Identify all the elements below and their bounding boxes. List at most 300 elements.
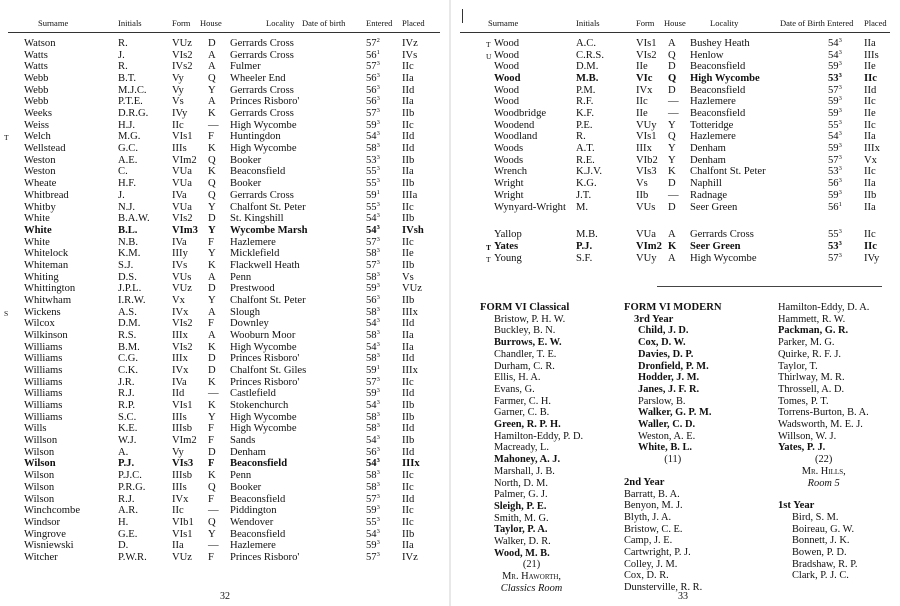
table-row — [0, 342, 450, 354]
table-row — [0, 85, 450, 97]
cell-form: IIe — [636, 108, 648, 120]
cell-form: VIm3 — [172, 224, 198, 236]
cell-entered: $59^3$ — [828, 60, 842, 73]
cell-initials: A.C. — [576, 38, 597, 49]
header-house: House — [200, 18, 222, 28]
cell-entered-term: 3 — [376, 107, 380, 115]
student-name: Palmer, G. J. — [494, 489, 548, 501]
cell-surname: Watson — [24, 38, 56, 49]
cell-locality: Denham — [230, 446, 266, 458]
header-placed: Placed — [402, 18, 425, 28]
cell-placed: IVsh — [402, 224, 424, 236]
cell-locality: Gerrards Cross — [230, 84, 294, 96]
cell-entered-term: 3 — [376, 457, 380, 465]
cell-surname: Wood — [494, 73, 521, 85]
table-row — [0, 213, 450, 225]
cell-house: Y — [208, 294, 216, 306]
cell-house: F — [208, 551, 214, 563]
cell-placed: IIc — [402, 516, 414, 528]
student-name: Hodder, J. M. — [638, 372, 700, 384]
student-name: Waller, C. D. — [638, 419, 696, 431]
cell-form: IVs — [172, 259, 188, 271]
cell-form: VIs2 — [172, 318, 193, 330]
student-name: Janes, J. F. R. — [638, 383, 700, 395]
cell-house: Y — [668, 119, 676, 131]
cell-initials: C.G. — [118, 353, 139, 365]
student-name: Taylor, P. A. — [494, 524, 548, 536]
cell-locality: Stokenchurch — [230, 400, 289, 412]
cell-house: Y — [668, 154, 676, 166]
cell-entered-term: 3 — [838, 60, 842, 68]
cell-placed: IIb — [402, 400, 415, 412]
cell-form: IIc — [172, 505, 184, 517]
cell-house: F — [208, 493, 214, 505]
cell-house: A — [668, 229, 676, 241]
table-row — [0, 38, 450, 50]
cell-placed: IIb — [402, 213, 415, 225]
cell-locality: Henlow — [690, 49, 724, 61]
cell-form: VIc — [636, 73, 653, 85]
page-number: 32 — [220, 591, 230, 602]
cell-placed: IId — [402, 353, 415, 365]
student-name: White, B. L. — [638, 442, 692, 454]
cell-locality: Castlefield — [230, 388, 276, 400]
student-name: Bowen, P. D. — [792, 547, 847, 559]
cell-locality: Gerrards Cross — [690, 229, 754, 241]
cell-surname: Wrench — [494, 166, 528, 178]
cell-locality: Micklefield — [230, 248, 280, 260]
table-row — [0, 131, 450, 143]
cell-surname: Winchcombe — [24, 505, 81, 517]
cell-form: IVx — [172, 365, 189, 377]
cell-entered: $54^3$ — [366, 434, 380, 447]
cell-entered-term: 3 — [376, 410, 380, 418]
header-initials: Initials — [576, 18, 600, 28]
cell-placed: IVz — [402, 551, 418, 563]
cell-form: IVx — [172, 493, 189, 505]
cell-initials: P.J. — [576, 240, 593, 252]
cell-locality: Downley — [230, 318, 269, 330]
cell-surname: Whitby — [24, 201, 56, 213]
cell-initials: R.F. — [576, 96, 594, 108]
student-name: Mahoney, A. J. — [494, 454, 561, 466]
student-name: Green, R. P. H. — [494, 419, 561, 431]
cell-surname: Yallop — [494, 229, 522, 241]
cell-house: — — [668, 96, 679, 108]
table-row — [452, 38, 900, 50]
cell-locality: Beaconsfield — [230, 528, 286, 540]
cell-entered: $59^3$ — [828, 107, 842, 120]
cell-placed: IId — [402, 446, 415, 458]
cell-entered-term: 3 — [376, 258, 380, 266]
cell-locality: Piddington — [230, 505, 277, 517]
form-heading: FORM VI MODERN — [624, 302, 722, 313]
second-year-list — [624, 489, 722, 594]
cell-house: Q — [208, 178, 216, 190]
cell-form: VIm2 — [636, 240, 662, 252]
cell-entered-term: 3 — [376, 72, 380, 80]
cell-form: Vs — [636, 178, 648, 190]
cell-form: VUa — [172, 201, 193, 213]
table-row — [452, 190, 900, 202]
table-row — [0, 447, 450, 459]
cell-placed: IId — [402, 388, 415, 400]
year-count: (11) — [664, 454, 682, 466]
header-rule — [460, 32, 890, 33]
cell-surname: White — [24, 224, 52, 236]
cell-entered-term: 3 — [376, 83, 380, 91]
cell-house: A — [208, 330, 216, 341]
cell-form: IIIs — [172, 481, 187, 493]
cell-entered: $59^3$ — [366, 387, 380, 400]
cell-house: K — [208, 143, 216, 155]
cell-house: D — [208, 283, 216, 295]
cell-surname: Williams — [24, 353, 63, 365]
cell-form: VIs2 — [636, 49, 657, 61]
cell-placed: IId — [402, 84, 415, 96]
cell-house: K — [208, 259, 216, 271]
cell-entered: $53^3$ — [828, 165, 842, 178]
cell-entered-term: 3 — [838, 177, 842, 185]
cell-locality: Denham — [690, 154, 726, 166]
cell-house: Q — [208, 73, 216, 85]
cell-entered: $54^3$ — [366, 527, 380, 540]
cell-entered: $59^1$ — [366, 364, 380, 377]
student-name: Sleigh, P. E. — [494, 500, 547, 512]
cell-initials: P.W.R. — [118, 551, 147, 563]
cell-form: IIIsb — [172, 470, 193, 482]
cell-house: D — [208, 446, 216, 458]
cell-locality: Denham — [690, 143, 726, 155]
cell-surname: Whiting — [24, 271, 59, 283]
cell-surname: Whitelock — [24, 248, 69, 260]
cell-locality: Gerrards Cross — [230, 108, 294, 120]
cell-house: F — [208, 236, 214, 248]
cell-placed: IId — [402, 493, 415, 505]
table-row — [452, 61, 900, 73]
table-row — [0, 330, 450, 342]
header-dob-entered: Date of Birth Entered — [780, 18, 854, 28]
table-row — [0, 295, 450, 307]
form-count: (22) — [815, 454, 833, 466]
cell-surname: Watts — [24, 61, 48, 73]
cell-placed: IVs — [402, 49, 418, 61]
cell-entered-term: 3 — [376, 153, 380, 161]
cell-surname: Willson — [24, 435, 58, 447]
cell-locality: Seer Green — [690, 240, 741, 252]
first-year-list — [778, 512, 869, 582]
cell-placed: IIIx — [402, 365, 418, 377]
cell-initials: R. — [576, 131, 586, 143]
cell-surname: Wood — [494, 96, 520, 108]
cell-entered-term: 3 — [376, 317, 380, 325]
cell-locality: Chalfont St. Giles — [230, 365, 307, 377]
student-name: Buckley, B. N. — [494, 325, 556, 337]
cell-form: VIs2 — [172, 49, 193, 61]
table-row — [0, 552, 450, 564]
cell-locality: Princes Risboro' — [230, 376, 300, 388]
cell-surname: Whittington — [24, 283, 76, 295]
cell-locality: Wooburn Moor — [230, 330, 296, 341]
cell-surname: Woodend — [494, 119, 535, 131]
cell-initials: M.J.C. — [118, 84, 147, 96]
cell-entered: $55^3$ — [828, 228, 842, 241]
cell-initials: P.R.G. — [118, 481, 146, 493]
cell-surname: Young — [494, 252, 522, 264]
table-row — [0, 143, 450, 155]
cell-placed: IIb — [402, 108, 415, 120]
cell-placed: IIc — [402, 119, 414, 131]
cell-entered-term: 3 — [376, 235, 380, 243]
form-room: Classics Room — [500, 582, 563, 594]
cell-form: IIIs — [172, 143, 187, 155]
cell-initials: H.F. — [118, 178, 136, 190]
cell-surname: Weiss — [24, 119, 50, 131]
cell-surname: Webb — [24, 84, 49, 96]
cell-initials: R.P. — [118, 400, 136, 412]
cell-surname: Williams — [24, 376, 63, 388]
student-name: Bonnett, J. K. — [792, 535, 850, 547]
cell-surname: Weston — [24, 154, 56, 166]
cell-entered: $56^3$ — [366, 83, 380, 96]
cell-surname: Wood — [494, 84, 520, 96]
cell-surname: Woods — [494, 143, 524, 155]
student-name: Chandler, T. E. — [494, 348, 557, 360]
right-page — [452, 0, 900, 606]
student-name: Blyth, J. A. — [624, 511, 672, 523]
cell-placed: IIa — [402, 166, 414, 178]
cell-form: IIc — [172, 119, 184, 131]
header-surname: Surname — [488, 18, 519, 28]
cell-initials: G.E. — [118, 528, 138, 540]
cell-placed: IIa — [864, 201, 876, 213]
cell-entered: $56^3$ — [366, 72, 380, 85]
table-row — [452, 178, 900, 190]
cell-locality: Beaconsfield — [230, 458, 288, 470]
cell-house: — — [208, 540, 219, 552]
cell-placed: VUz — [402, 283, 423, 295]
cell-initials: A. — [118, 446, 129, 458]
cell-entered-term: 3 — [376, 95, 380, 103]
year-heading: 3rd Year — [634, 313, 674, 325]
table-row — [0, 377, 450, 389]
row-prefix: S — [4, 308, 9, 318]
table-row — [0, 202, 450, 214]
table-row — [0, 120, 450, 132]
cell-house: K — [208, 376, 216, 388]
cell-initials: P.J.C. — [118, 470, 142, 482]
cell-locality: Naphill — [690, 178, 722, 190]
cell-locality: Seer Green — [690, 201, 738, 213]
cell-surname: Whitbread — [24, 189, 69, 201]
cell-initials: K.E. — [118, 423, 138, 435]
table-row — [0, 307, 450, 319]
cell-locality: Sands — [230, 435, 256, 447]
cell-form: VUz — [172, 551, 193, 563]
cell-placed: IIc — [402, 376, 414, 388]
cell-form: VIm2 — [172, 154, 197, 166]
cell-entered-term: 3 — [376, 469, 380, 477]
student-name: Burrows, E. W. — [494, 337, 562, 349]
cell-locality: High Wycombe — [690, 73, 760, 85]
cell-initials: A.E. — [118, 154, 138, 166]
cell-initials: P.T.E. — [118, 96, 143, 108]
student-name: Dunsterville, R. R. — [624, 582, 703, 594]
table-row — [452, 155, 900, 167]
student-name: Child, J. D. — [638, 325, 689, 337]
cell-locality: Prestwood — [230, 283, 275, 295]
table-row — [0, 50, 450, 62]
cell-entered: $54^3$ — [366, 340, 380, 353]
student-name: Evans, G. — [494, 383, 535, 395]
cell-house: Q — [668, 73, 677, 85]
cell-locality: Hazlemere — [690, 131, 736, 143]
cell-entered: $59^3$ — [828, 95, 842, 108]
cell-entered: $54^3$ — [366, 457, 380, 470]
cell-initials: A.R. — [118, 505, 139, 517]
cell-entered: $57^3$ — [828, 153, 842, 166]
cell-entered-term: 2 — [376, 37, 380, 44]
cell-locality: Chalfont St. Peter — [690, 166, 766, 178]
cell-surname: Wright — [494, 189, 524, 201]
student-name: Garner, C. B. — [494, 407, 550, 419]
cell-entered-term: 3 — [376, 399, 380, 407]
cell-placed: IIa — [402, 73, 414, 85]
table-row — [0, 435, 450, 447]
student-name: Boireau, G. W. — [792, 523, 855, 535]
cell-surname: Wood — [494, 61, 520, 73]
cell-house: — — [208, 505, 219, 517]
cell-entered: $55^3$ — [366, 200, 380, 213]
cell-form: IIa — [172, 540, 184, 552]
table-row — [0, 423, 450, 435]
cell-entered-term: 3 — [838, 165, 842, 173]
cell-locality: Penn — [230, 470, 252, 482]
cell-locality: St. Kingshill — [230, 213, 284, 225]
table-row — [452, 120, 900, 132]
student-name: Willson, W. J. — [778, 430, 837, 442]
student-name: Walker, D. R. — [494, 536, 551, 548]
cell-entered: $54^3$ — [828, 48, 842, 61]
table-row — [452, 229, 900, 241]
cell-locality: High Wycombe — [230, 423, 297, 435]
cell-entered-term: 3 — [838, 142, 842, 150]
cell-locality: Hazlemere — [230, 236, 276, 248]
cell-house: Y — [208, 528, 216, 540]
table-row — [0, 458, 450, 470]
cell-form: VIb2 — [636, 154, 658, 166]
cell-entered-term: 3 — [376, 200, 380, 208]
table-row — [452, 202, 900, 214]
cell-locality: Gerrards Cross — [230, 49, 294, 61]
cell-initials: S.F. — [576, 252, 593, 264]
cell-surname: Wilson — [24, 470, 55, 482]
cell-surname: Whitwham — [24, 294, 72, 306]
student-name: Hamilton-Eddy, D. A. — [778, 302, 870, 313]
cell-house: D — [668, 84, 676, 96]
row-prefix: U — [486, 51, 492, 61]
cell-locality: Huntingdon — [230, 131, 281, 143]
third-year-list — [624, 325, 722, 454]
cell-surname: Wilson — [24, 446, 55, 458]
cell-placed: IIb — [402, 259, 415, 271]
cell-entered: $58^3$ — [366, 422, 380, 435]
table-row — [0, 178, 450, 190]
table-row — [452, 96, 900, 108]
cell-house: — — [208, 119, 219, 131]
header-entered: Entered — [366, 18, 393, 28]
cell-entered-term: 3 — [376, 305, 380, 313]
cell-entered: $57^2$ — [366, 37, 380, 49]
cell-entered-term: 3 — [376, 282, 380, 290]
cell-initials: B.A.W. — [118, 213, 150, 225]
cell-entered: $59^3$ — [366, 282, 380, 295]
student-name: Tomes, P. T. — [778, 395, 829, 407]
cell-house: F — [208, 458, 215, 470]
table-row — [0, 166, 450, 178]
cell-initials: J. — [118, 49, 125, 61]
cell-form: IIIs — [172, 411, 187, 423]
cell-placed: IIIx — [402, 306, 418, 318]
cell-house: Q — [668, 49, 676, 61]
cell-placed: IIb — [402, 294, 415, 306]
cell-form: VUa — [636, 229, 657, 241]
table-row — [0, 283, 450, 295]
student-name: Marshall, J. B. — [494, 465, 555, 477]
cell-surname: Welch — [24, 131, 51, 143]
table-row — [0, 225, 450, 237]
cell-surname: Wills — [24, 423, 47, 435]
table-row — [0, 190, 450, 202]
cell-surname: Wilson — [24, 493, 55, 505]
student-name: Durham, C. R. — [494, 360, 555, 372]
cell-entered: $55^3$ — [366, 165, 380, 178]
table-row — [0, 400, 450, 412]
cell-surname: Woodbridge — [494, 108, 547, 120]
cell-initials: I.R.W. — [118, 294, 146, 306]
cell-house: F — [208, 131, 214, 143]
cell-form: VUa — [172, 178, 193, 190]
table-row — [0, 494, 450, 506]
header-rule — [8, 32, 440, 33]
row-prefix: T — [486, 254, 491, 264]
cell-form: VIs3 — [636, 166, 657, 178]
table-row — [0, 237, 450, 249]
cell-entered-term: 3 — [376, 492, 380, 500]
cell-form: Vy — [172, 446, 184, 458]
cell-locality: Flackwell Heath — [230, 259, 300, 271]
cell-form: VIs2 — [172, 213, 193, 225]
cell-house: Q — [208, 516, 216, 528]
cell-house: K — [668, 166, 676, 178]
table-row — [452, 166, 900, 178]
cell-placed: IIb — [402, 435, 415, 447]
cell-form: VIs3 — [172, 458, 194, 470]
cell-surname: Windsor — [24, 516, 61, 528]
form-master: Mr. Hills, — [801, 465, 846, 477]
table-row — [0, 470, 450, 482]
cell-placed: IIc — [402, 236, 414, 248]
cell-entered: $59^3$ — [366, 539, 380, 552]
cell-surname: Yates — [494, 240, 519, 252]
cell-entered: $57^3$ — [366, 258, 380, 271]
cell-entered: $57^3$ — [366, 60, 380, 73]
cell-entered-term: 3 — [376, 527, 380, 535]
cell-entered: $58^3$ — [366, 305, 380, 318]
student-name: Smith, M. G. — [494, 512, 549, 524]
student-name: Wood, M. B. — [494, 547, 550, 559]
table-row — [452, 253, 900, 265]
